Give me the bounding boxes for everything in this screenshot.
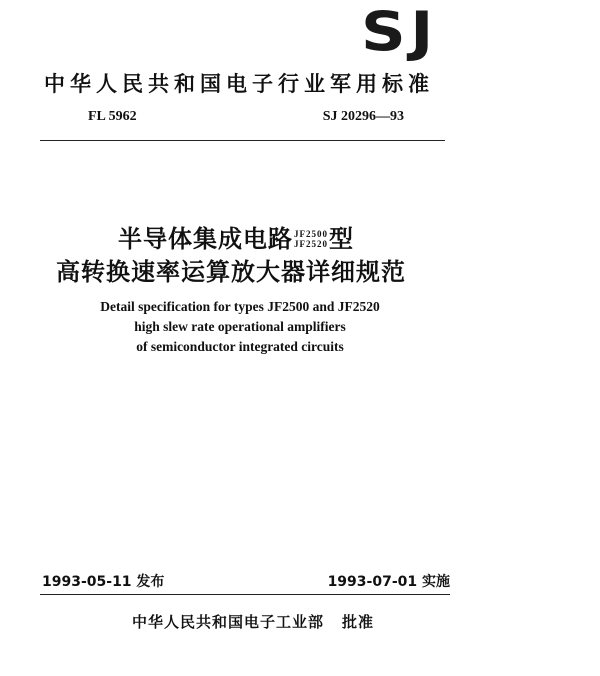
english-title-line1: Detail specification for types JF2500 and JF2520 (100, 299, 380, 314)
sj-logo: SJ (360, 0, 438, 63)
english-title-line2: high slew rate operational amplifiers (134, 319, 346, 334)
type-stack (294, 229, 328, 249)
effective-date: 1993-07-01 实施 (327, 574, 450, 590)
footer-divider (40, 594, 450, 595)
chinese-title-suffix: 型 (329, 225, 354, 253)
approve-word: 批准 (342, 613, 375, 631)
chinese-title-prefix: 半导体集成电路 (118, 225, 293, 253)
approver-line (132, 611, 374, 632)
approver-name: 中华人民共和国电子工业部 (132, 613, 325, 631)
chinese-title-line2: 高转换速率运算放大器详细规范 (56, 258, 406, 286)
classification-code: FL 5962 (88, 109, 137, 124)
chinese-title-line1 (118, 223, 354, 255)
english-title-line3: of semiconductor integrated circuits (136, 339, 344, 354)
standard-number: SJ 20296—93 (322, 109, 404, 124)
type-a: JF2500 (294, 229, 328, 239)
header-divider (40, 140, 445, 141)
type-b: JF2520 (294, 239, 328, 249)
issue-date: 1993-05-11 发布 (42, 574, 165, 590)
standard-category-title: 中华人民共和国电子行业军用标准 (44, 72, 434, 96)
